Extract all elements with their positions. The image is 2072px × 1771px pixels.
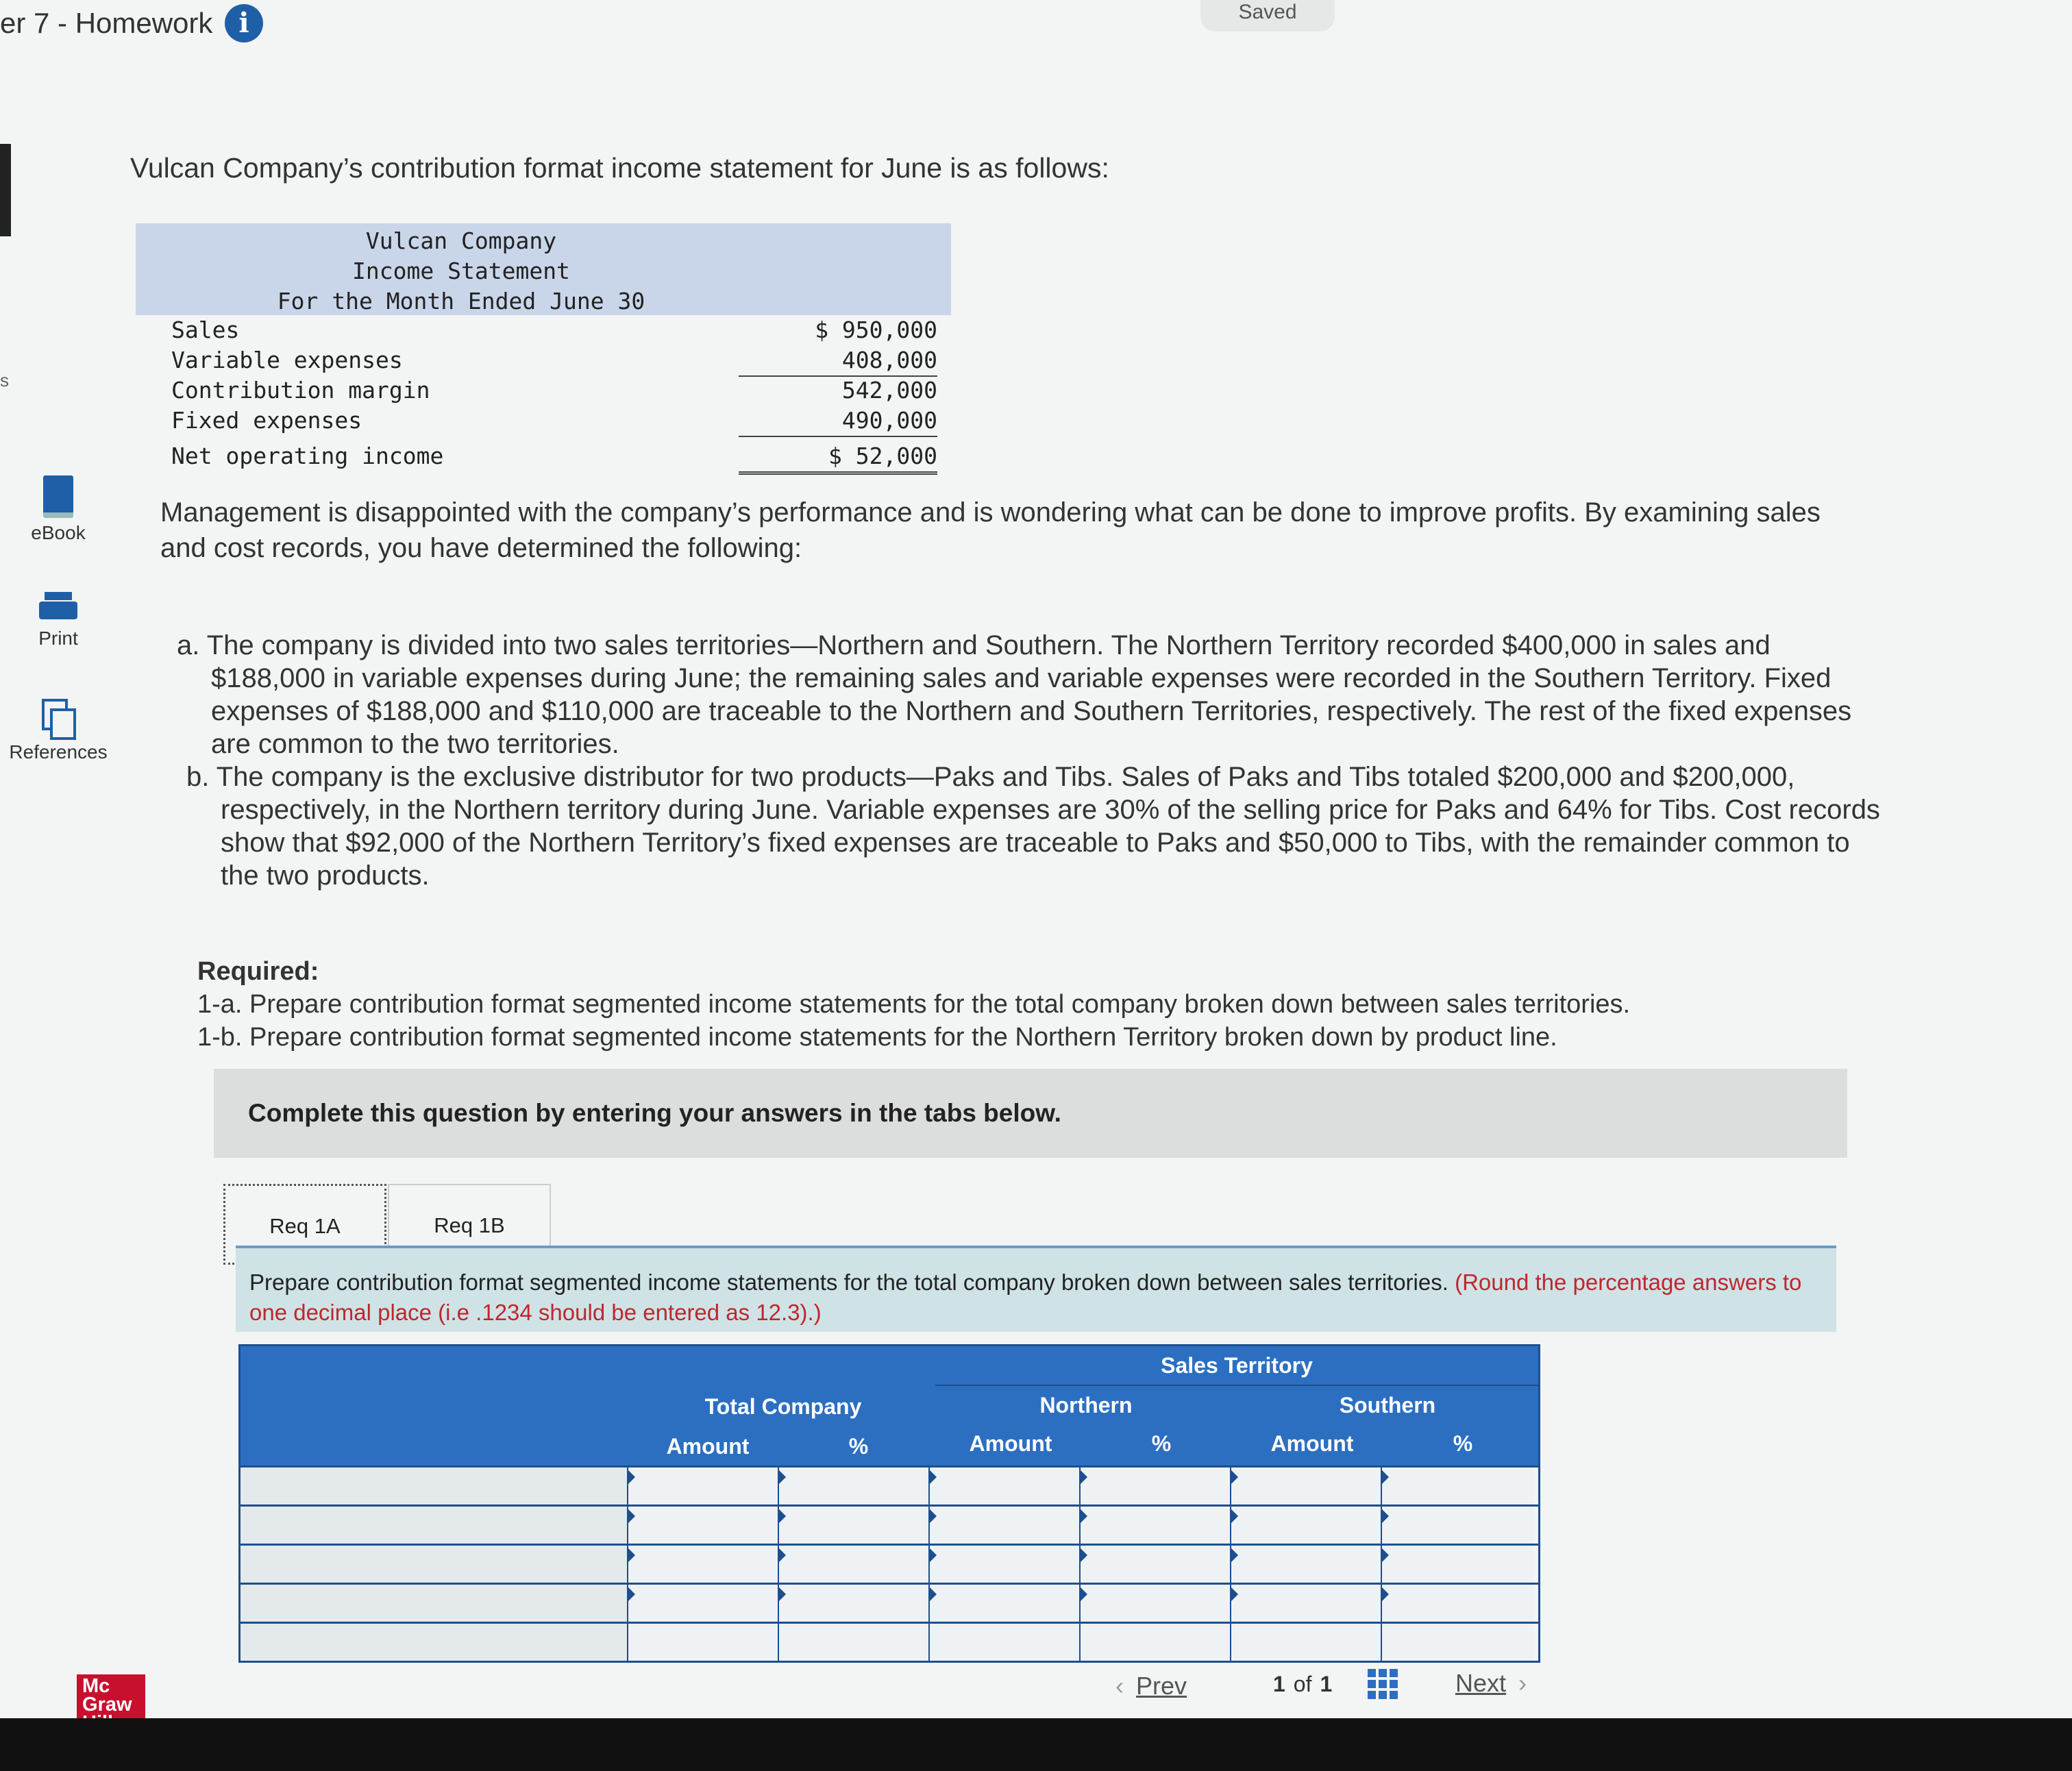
fact-item — [186, 760, 1890, 892]
percent-input[interactable] — [779, 1624, 928, 1661]
percent-cell — [1081, 1585, 1231, 1622]
percent-cell — [1081, 1546, 1231, 1583]
statement-row — [136, 441, 951, 471]
statement-row-value: 408,000 — [739, 345, 937, 377]
fact-text: b. The company is the exclusive distributor for two products—Paks and Tibs. Sales of Paks and Tibs totaled $200,000 and $200,000, respectively, in the Northern territory during June. Variable expenses are 30% of the selling price for Paks and 64% for Tibs. Cost records show that $92,000 of the Northern Territory’s fixed expenses are traceable to Paks and $50,000 to Tibs, with the remainder common to the two products. — [186, 762, 1880, 891]
amount-header: Amount — [666, 1434, 750, 1459]
ebook-button[interactable] — [0, 475, 116, 544]
amount-cell — [628, 1546, 779, 1583]
percent-cell — [779, 1546, 930, 1583]
cell-marker-icon — [1081, 1509, 1087, 1523]
amount-input[interactable] — [930, 1546, 1079, 1583]
line-item-input[interactable] — [241, 1624, 627, 1661]
percent-header: % — [1151, 1431, 1172, 1456]
cell-marker-icon — [628, 1509, 635, 1523]
book-icon — [43, 475, 73, 518]
percent-cell — [1382, 1624, 1533, 1661]
percent-header: % — [1453, 1431, 1473, 1456]
cell-marker-icon — [930, 1587, 937, 1601]
ebook-label: eBook — [31, 522, 86, 543]
amount-input[interactable] — [1231, 1546, 1381, 1583]
percent-cell — [1081, 1467, 1231, 1504]
cell-marker-icon — [1382, 1509, 1389, 1523]
cell-marker-icon — [1382, 1470, 1389, 1484]
statement-header — [136, 223, 951, 315]
cell-marker-icon — [779, 1470, 786, 1484]
amount-cell — [1231, 1624, 1382, 1661]
amount-input[interactable] — [1231, 1467, 1381, 1504]
percent-input[interactable] — [1081, 1585, 1230, 1622]
cell-marker-icon — [1231, 1548, 1238, 1562]
percent-cell — [779, 1507, 930, 1544]
percent-input[interactable] — [1081, 1507, 1230, 1544]
amount-cell — [930, 1467, 1081, 1504]
table-row — [241, 1585, 1538, 1624]
table-row — [241, 1467, 1538, 1507]
percent-cell — [1081, 1507, 1231, 1544]
statement-row-value: 490,000 — [739, 406, 937, 437]
amount-input[interactable] — [1231, 1585, 1381, 1622]
amount-cell — [1231, 1546, 1382, 1583]
tab-req-1b[interactable]: Req 1B — [388, 1184, 551, 1265]
statement-row — [136, 406, 951, 436]
cell-marker-icon — [1231, 1587, 1238, 1601]
percent-input[interactable] — [1382, 1585, 1533, 1622]
fact-text: a. The company is divided into two sales territories—Northern and Southern. The Northern Territory recorded $400,000 in sales and $188,000 in variable expenses during June; the remaining sales and variable expenses were recorded in the Southern Territory. Fixed expenses of $188,000 and $110,000 are traceable to the Northern and Southern Territories, respectively. The rest of the fixed expenses are common to the two territories. — [177, 630, 1852, 759]
requirement-prompt — [236, 1248, 1836, 1332]
statement-row-label: Sales — [171, 317, 240, 343]
cell-marker-icon — [1382, 1548, 1389, 1562]
percent-cell — [1382, 1546, 1533, 1583]
cell-marker-icon — [1081, 1587, 1087, 1601]
prev-button[interactable] — [1115, 1672, 1187, 1700]
percent-cell — [1382, 1585, 1533, 1622]
amount-cell — [1231, 1467, 1382, 1504]
statement-row-label: Net operating income — [171, 443, 444, 469]
percent-input[interactable] — [1382, 1467, 1533, 1504]
percent-input[interactable] — [1081, 1467, 1230, 1504]
statement-period: For the Month Ended June 30 — [277, 288, 645, 314]
line-item-cell — [241, 1467, 628, 1504]
percent-input[interactable] — [1382, 1624, 1533, 1661]
statement-row-label: Contribution margin — [171, 377, 430, 404]
cell-marker-icon — [628, 1587, 635, 1601]
logo-line: Mc — [82, 1675, 110, 1697]
references-button[interactable] — [0, 699, 116, 763]
facts-list — [177, 629, 1890, 892]
amount-input[interactable] — [628, 1624, 778, 1661]
percent-cell — [1081, 1624, 1231, 1661]
table-header — [238, 1344, 1540, 1467]
statement-row-label: Variable expenses — [171, 347, 403, 373]
percent-input[interactable] — [779, 1507, 928, 1544]
amount-cell — [930, 1585, 1081, 1622]
amount-cell — [930, 1546, 1081, 1583]
cell-marker-icon — [930, 1470, 937, 1484]
sidebar-clipped-letter: s — [0, 370, 9, 391]
chevron-left-icon: ‹ — [1115, 1672, 1124, 1700]
percent-input[interactable] — [779, 1467, 928, 1504]
saved-status: Saved — [1200, 0, 1335, 32]
percent-cell — [1382, 1467, 1533, 1504]
cell-marker-icon — [930, 1509, 937, 1523]
amount-cell — [1231, 1585, 1382, 1622]
chevron-right-icon: › — [1518, 1669, 1527, 1697]
cell-marker-icon — [1081, 1548, 1087, 1562]
line-item-input[interactable] — [241, 1507, 627, 1544]
next-button[interactable] — [1455, 1669, 1527, 1698]
prompt-text: Prepare contribution format segmented income statements for the total company broken down between sales territories. — [249, 1270, 1448, 1295]
amount-input[interactable] — [930, 1624, 1079, 1661]
amount-cell — [930, 1624, 1081, 1661]
required-item: 1-b. Prepare contribution format segmented income statements for the Northern Territory broken down by product line. — [197, 1023, 1557, 1052]
tab-req-1a[interactable]: Req 1A — [223, 1184, 386, 1265]
next-label: Next — [1455, 1669, 1507, 1697]
line-item-cell — [241, 1507, 628, 1544]
cell-marker-icon — [779, 1509, 786, 1523]
print-label: Print — [38, 628, 78, 649]
table-row — [241, 1624, 1538, 1661]
total-company-header: Total Company — [704, 1394, 862, 1419]
percent-input[interactable] — [1382, 1507, 1533, 1544]
amount-input[interactable] — [930, 1507, 1079, 1544]
amount-cell — [930, 1507, 1081, 1544]
documents-icon — [42, 699, 75, 737]
amount-cell — [628, 1507, 779, 1544]
printer-icon — [39, 592, 77, 623]
logo-line: Graw — [82, 1694, 132, 1716]
percent-input[interactable] — [1081, 1546, 1230, 1583]
cell-marker-icon — [930, 1548, 937, 1562]
page-of: of — [1293, 1672, 1312, 1696]
percent-input[interactable] — [779, 1585, 928, 1622]
required-item: 1-a. Prepare contribution format segmented income statements for the total company broken down between sales territories. — [197, 990, 1631, 1019]
table-row — [241, 1546, 1538, 1585]
prev-label: Prev — [1136, 1672, 1187, 1700]
statement-company: Vulcan Company — [365, 227, 557, 254]
statement-title: Income Statement — [352, 258, 570, 284]
line-item-input[interactable] — [241, 1546, 627, 1583]
print-button[interactable] — [0, 592, 116, 649]
amount-input[interactable] — [1231, 1624, 1381, 1661]
percent-cell — [779, 1624, 930, 1661]
left-edge-marker — [0, 144, 11, 236]
management-text: Management is disappointed with the company’s performance and is wondering what can be done to improve profits. By examining sales and cost records, you have determined the following: — [160, 497, 1821, 563]
assignment-title: er 7 - Homework — [0, 7, 213, 39]
page-indicator — [1273, 1672, 1332, 1697]
line-item-input[interactable] — [241, 1467, 627, 1504]
cell-marker-icon — [779, 1548, 786, 1562]
statement-row-value: $ 950,000 — [815, 317, 937, 343]
line-item-cell — [241, 1546, 628, 1583]
page-current: 1 — [1273, 1672, 1285, 1696]
answer-grid — [238, 1467, 1540, 1663]
amount-input[interactable] — [628, 1507, 778, 1544]
screen-bezel — [0, 1718, 2072, 1771]
info-icon[interactable]: i — [225, 4, 263, 42]
segmented-income-table — [238, 1344, 1540, 1663]
statement-row-value: $ 52,000 — [739, 441, 937, 475]
amount-input[interactable] — [930, 1467, 1079, 1504]
amount-input[interactable] — [628, 1546, 778, 1583]
cell-marker-icon — [779, 1587, 786, 1601]
cell-marker-icon — [628, 1470, 635, 1484]
cell-marker-icon — [628, 1548, 635, 1562]
fact-item — [177, 629, 1890, 760]
statement-row — [136, 375, 951, 406]
statement-row — [136, 315, 951, 345]
amount-input[interactable] — [930, 1585, 1079, 1622]
percent-cell — [779, 1467, 930, 1504]
amount-cell — [1231, 1507, 1382, 1544]
southern-header: Southern — [1237, 1385, 1538, 1418]
percent-header: % — [848, 1434, 869, 1459]
percent-input[interactable] — [1382, 1546, 1533, 1583]
instructions-banner: Complete this question by entering your answers in the tabs below. — [214, 1069, 1847, 1158]
required-heading: Required: — [197, 957, 319, 986]
percent-cell — [1382, 1507, 1533, 1544]
amount-input[interactable] — [628, 1585, 778, 1622]
table-row — [241, 1507, 1538, 1546]
amount-input[interactable] — [628, 1467, 778, 1504]
line-item-input[interactable] — [241, 1585, 627, 1622]
line-item-cell — [241, 1585, 628, 1622]
percent-input[interactable] — [779, 1546, 928, 1583]
statement-row-value: 542,000 — [841, 377, 937, 404]
income-statement — [136, 223, 951, 471]
northern-header: Northern — [935, 1385, 1237, 1418]
amount-cell — [628, 1585, 779, 1622]
cell-marker-icon — [1231, 1470, 1238, 1484]
amount-cell — [628, 1467, 779, 1504]
percent-cell — [779, 1585, 930, 1622]
question-grid-icon[interactable] — [1368, 1669, 1398, 1699]
sales-territory-header: Sales Territory — [1161, 1353, 1313, 1378]
line-item-cell — [241, 1624, 628, 1661]
statement-row-label: Fixed expenses — [171, 407, 362, 434]
rounding-note: (Round the percentage answers to one decimal place (i.e .1234 should be entered as 12.3).) — [249, 1270, 1802, 1325]
statement-row — [136, 345, 951, 375]
amount-input[interactable] — [1231, 1507, 1381, 1544]
cell-marker-icon — [1382, 1587, 1389, 1601]
cell-marker-icon — [1081, 1470, 1087, 1484]
amount-header: Amount — [1270, 1431, 1354, 1456]
amount-header: Amount — [969, 1431, 1052, 1456]
required-section — [197, 955, 1630, 1054]
references-label: References — [9, 741, 108, 763]
percent-input[interactable] — [1081, 1624, 1230, 1661]
cell-marker-icon — [1231, 1509, 1238, 1523]
page-total: 1 — [1320, 1672, 1333, 1696]
intro-text: Vulcan Company’s contribution format income statement for June is as follows: — [130, 152, 1109, 184]
amount-cell — [628, 1624, 779, 1661]
